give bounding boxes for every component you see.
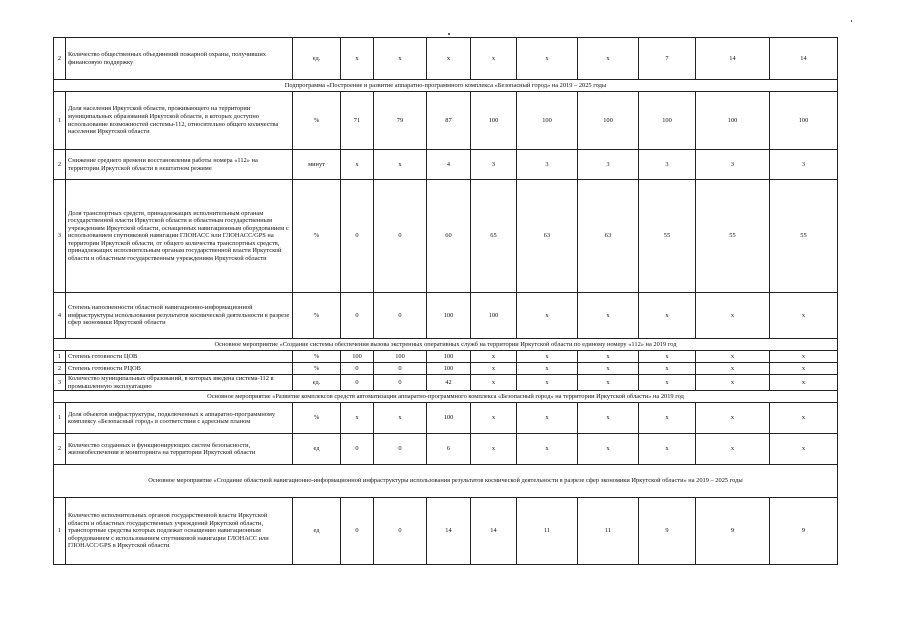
value-cell: 100 [427, 363, 471, 375]
section-header-row [54, 80, 838, 92]
value-cell: 100 [427, 403, 471, 434]
unit-cell: % [293, 180, 341, 293]
value-cell: х [517, 293, 578, 339]
value-cell: х [639, 375, 696, 391]
value-cell: 11 [517, 498, 578, 565]
value-cell: 100 [427, 351, 471, 363]
value-cell: х [374, 403, 427, 434]
row-number: 2 [54, 38, 66, 80]
section-header-row [54, 339, 838, 351]
value-cell: х [639, 293, 696, 339]
indicator-name: Количество созданных и функционирующих систем безопасности, жизнеобеспечения и мониторинга на территории Иркутской области [66, 434, 293, 465]
table-row [54, 92, 838, 150]
section-header-row [54, 391, 838, 403]
value-cell: 63 [578, 180, 639, 293]
scan-dot [448, 33, 450, 35]
value-cell: х [578, 375, 639, 391]
table-row [54, 363, 838, 375]
value-cell: 0 [341, 363, 374, 375]
value-cell: 100 [471, 293, 517, 339]
indicators-table-page [53, 37, 837, 565]
scan-mark [851, 20, 852, 22]
value-cell: х [696, 363, 770, 375]
indicator-name: Доля транспортных средств, принадлежащих исполнительным органам государственной власти Иркутской области и областным государственным учреждениям Иркутской области, оснащенных навигационным оборудованием с использованием спутниковой навигации ГЛОНАСС или ГЛОНАСС/GPS на территории Иркутской области, от общего количества транспортных средств, принадлежащих исполнительным органам государственной власти Иркутской области и областным государственным учреждениям Иркутской области [66, 180, 293, 293]
value-cell: 0 [341, 293, 374, 339]
value-cell: 55 [770, 180, 838, 293]
value-cell: 0 [374, 180, 427, 293]
indicator-name: Количество общественных объединений пожарной охраны, получивших финансовую поддержку [66, 38, 293, 80]
unit-cell: % [293, 92, 341, 150]
value-cell: 60 [427, 180, 471, 293]
value-cell: 100 [374, 351, 427, 363]
row-number: 1 [54, 403, 66, 434]
value-cell: х [770, 434, 838, 465]
value-cell: х [427, 38, 471, 80]
value-cell: 9 [770, 498, 838, 565]
value-cell: 3 [517, 150, 578, 180]
value-cell: 3 [471, 150, 517, 180]
value-cell: 0 [341, 498, 374, 565]
value-cell: х [696, 293, 770, 339]
value-cell: 87 [427, 92, 471, 150]
value-cell: х [639, 363, 696, 375]
value-cell: х [517, 403, 578, 434]
value-cell: х [374, 150, 427, 180]
value-cell: 0 [374, 434, 427, 465]
value-cell: х [696, 403, 770, 434]
row-number: 4 [54, 293, 66, 339]
value-cell: х [770, 403, 838, 434]
section-title: Основное мероприятие «Создание областной навигационно-информационной инфраструктуры использования результатов космической деятельности в разрезе сфер экономики Иркутской области» на 2019 – 2025 годы [54, 465, 838, 498]
value-cell: 9 [639, 498, 696, 565]
value-cell: 7 [639, 38, 696, 80]
value-cell: х [639, 403, 696, 434]
value-cell: х [517, 38, 578, 80]
unit-cell: % [293, 351, 341, 363]
value-cell: х [696, 375, 770, 391]
value-cell: х [471, 434, 517, 465]
value-cell: х [341, 38, 374, 80]
value-cell: 100 [770, 92, 838, 150]
table-row [54, 403, 838, 434]
value-cell: х [517, 363, 578, 375]
value-cell: 14 [770, 38, 838, 80]
value-cell: 6 [427, 434, 471, 465]
value-cell: х [341, 150, 374, 180]
value-cell: 55 [696, 180, 770, 293]
indicator-name: Степень готовности ЦОВ [66, 351, 293, 363]
value-cell: х [517, 375, 578, 391]
unit-cell: ед [293, 434, 341, 465]
section-title: Основное мероприятие «Создание системы обеспечения вызова экстренных оперативных служб на территории Иркутской области по единому номеру «112» на 2019 год [54, 339, 838, 351]
value-cell: 14 [696, 38, 770, 80]
value-cell: х [471, 375, 517, 391]
value-cell: 0 [374, 293, 427, 339]
value-cell: 4 [427, 150, 471, 180]
section-header-row [54, 465, 838, 498]
value-cell: х [578, 38, 639, 80]
table-row [54, 351, 838, 363]
row-number: 2 [54, 363, 66, 375]
unit-cell: ед [293, 498, 341, 565]
value-cell: 0 [341, 375, 374, 391]
value-cell: 55 [639, 180, 696, 293]
value-cell: 0 [341, 434, 374, 465]
value-cell: 65 [471, 180, 517, 293]
value-cell: 14 [427, 498, 471, 565]
indicator-name: Снижение среднего времени восстановления работы номера «112» на территории Иркутской области в нештатном режиме [66, 150, 293, 180]
value-cell: х [578, 363, 639, 375]
value-cell: 79 [374, 92, 427, 150]
value-cell: х [639, 434, 696, 465]
value-cell: х [517, 351, 578, 363]
value-cell: х [696, 351, 770, 363]
value-cell: 100 [517, 92, 578, 150]
value-cell: 100 [427, 293, 471, 339]
indicator-name: Степень готовности РЦОВ [66, 363, 293, 375]
value-cell: 100 [639, 92, 696, 150]
unit-cell: % [293, 363, 341, 375]
value-cell: 0 [374, 498, 427, 565]
section-title: Подпрограмма «Построение и развитие аппаратно-программного комплекса «Безопасный город» на 2019 – 2025 годы [54, 80, 838, 92]
row-number: 1 [54, 92, 66, 150]
unit-cell: минут [293, 150, 341, 180]
value-cell: 3 [639, 150, 696, 180]
value-cell: х [770, 351, 838, 363]
value-cell: х [471, 38, 517, 80]
value-cell: 100 [578, 92, 639, 150]
table-row [54, 180, 838, 293]
value-cell: х [471, 351, 517, 363]
row-number: 1 [54, 351, 66, 363]
value-cell: х [471, 363, 517, 375]
value-cell: х [517, 434, 578, 465]
value-cell: 0 [341, 180, 374, 293]
value-cell: х [374, 38, 427, 80]
table-row [54, 38, 838, 80]
table-row [54, 498, 838, 565]
value-cell: 14 [471, 498, 517, 565]
row-number: 1 [54, 498, 66, 565]
value-cell: х [770, 293, 838, 339]
table-row [54, 434, 838, 465]
table-row [54, 293, 838, 339]
value-cell: 3 [770, 150, 838, 180]
row-number: 2 [54, 434, 66, 465]
value-cell: х [471, 403, 517, 434]
value-cell: х [578, 403, 639, 434]
value-cell: 63 [517, 180, 578, 293]
table-row [54, 150, 838, 180]
value-cell: х [578, 351, 639, 363]
value-cell: 100 [341, 351, 374, 363]
value-cell: х [578, 293, 639, 339]
value-cell: 3 [696, 150, 770, 180]
row-number: 3 [54, 180, 66, 293]
value-cell: 100 [696, 92, 770, 150]
row-number: 3 [54, 375, 66, 391]
value-cell: х [770, 363, 838, 375]
indicator-name: Доля населения Иркутской области, проживающего на территории муниципальных образований Иркутской области, в которых доступно использование возможностей системы-112, относительно общего количества населения Иркутской области [66, 92, 293, 150]
value-cell: х [578, 434, 639, 465]
value-cell: х [341, 403, 374, 434]
value-cell: 71 [341, 92, 374, 150]
value-cell: 3 [578, 150, 639, 180]
unit-cell: % [293, 293, 341, 339]
indicator-name: Доля объектов инфраструктуры, подключенных к аппаратно-программному комплексу «Безопасный город» в соответствии с адресным планом [66, 403, 293, 434]
value-cell: х [696, 434, 770, 465]
indicators-table [53, 37, 838, 565]
value-cell: 0 [374, 363, 427, 375]
row-number: 2 [54, 150, 66, 180]
unit-cell: ед. [293, 38, 341, 80]
value-cell: х [770, 375, 838, 391]
value-cell: 9 [696, 498, 770, 565]
value-cell: 0 [374, 375, 427, 391]
table-row [54, 375, 838, 391]
value-cell: 11 [578, 498, 639, 565]
section-title: Основное мероприятие «Развитие комплексов средств автоматизации аппаратно-программного комплекса «Безопасный город» на территории Иркутской области» на 2019 год [54, 391, 838, 403]
indicator-name: Количество муниципальных образований, в которых введена система-112 в промышленную эксплуатацию [66, 375, 293, 391]
value-cell: х [639, 351, 696, 363]
unit-cell: % [293, 403, 341, 434]
unit-cell: ед. [293, 375, 341, 391]
value-cell: 100 [471, 92, 517, 150]
value-cell: 42 [427, 375, 471, 391]
indicator-name: Степень наполненности областной навигационно-информационной инфраструктуры использования результатов космической деятельности в разрезе сфер экономики Иркутской области [66, 293, 293, 339]
indicator-name: Количество исполнительных органов государственной власти Иркутской области и областных государственных учреждений Иркутской области, транспортные средства которых подлежат оснащению навигационным оборудованием с использованием спутниковой навигации ГЛОНАСС или ГЛОНАСС/GPS в Иркутской области [66, 498, 293, 565]
